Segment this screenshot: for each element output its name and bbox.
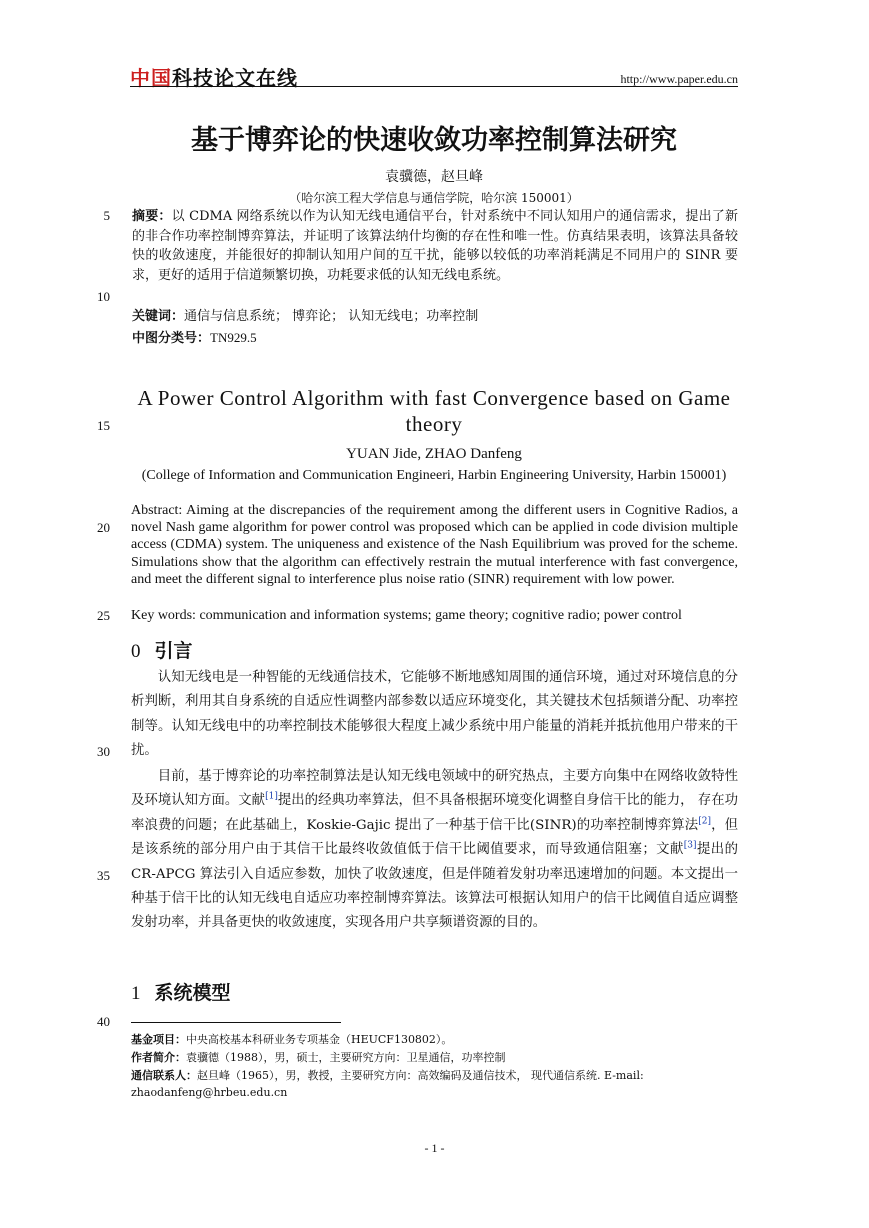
abstract-en	[131, 502, 738, 588]
line-number-40: 40	[97, 1014, 110, 1029]
citation-1[interactable]: [1]	[265, 791, 278, 802]
footnote-label: 基金项目：	[131, 1033, 186, 1046]
footnote-funding	[131, 1031, 738, 1048]
affiliation-cn: （哈尔滨工程大学信息与通信学院，哈尔滨 150001）	[289, 191, 579, 205]
footnote-label: 通信联系人：	[131, 1069, 197, 1082]
section-title: 系统模型	[154, 982, 231, 1004]
keywords-en-label: Key words:	[131, 608, 200, 623]
footnote-contact	[131, 1067, 738, 1101]
header-rule	[130, 86, 738, 87]
line-number-10: 10	[97, 289, 110, 304]
class-number-text: TN929.5	[210, 330, 257, 345]
section-number: 0	[131, 641, 141, 662]
citation-2[interactable]: [2]	[698, 816, 711, 827]
authors-en: YUAN Jide, ZHAO Danfeng	[346, 446, 522, 462]
page-number: - 1 -	[424, 1141, 445, 1155]
logo-black-text: 科技论文在线	[172, 66, 298, 90]
footnote-label: 作者简介：	[131, 1051, 186, 1064]
logo-red-text: 中国	[130, 66, 172, 90]
header-url[interactable]: http://www.paper.edu.cn	[620, 72, 738, 86]
footnote-rule	[131, 1022, 341, 1023]
abstract-cn-text: 以 CDMA 网络系统以作为认知无线电通信平台，针对系统中不同认知用户的通信需求，提出了新的非合作功率控制博弈算法，并证明了该算法纳什均衡的存在性和唯一性。仿真结果表明，该算法具备较快的收敛速度，并能很好的抑制认知用户间的互干扰，能够以较低的功率消耗满足不同用户的 SINR 要求，更好的适用于信道频繁切换，功耗要求低的认知无线电系统。	[132, 209, 738, 283]
paragraph-intro-2	[131, 765, 738, 936]
class-number-label: 中图分类号：	[132, 331, 211, 346]
paragraph-text: 目前，基于博弈论的功率控制算法是认知无线电领域中的研究热点，主要方向集中在网络收敛特性及环境认知方面。文献	[131, 769, 738, 809]
section-number: 1	[131, 983, 141, 1004]
paragraph-text: 提出的 CR-APCG 算法引入自适应参数，加快了收敛速度，但是伴随着发射功率迅速增加的问题。本文提出一种基于信干比的认知无线电自适应功率控制博弈算法。该算法可根据认知用户的信干比阈值自适应调整发射功率，并具备更快的收敛速度，实现各用户共享频谱资源的目的。	[131, 842, 739, 931]
paper-title-cn: 基于博弈论的快速收敛功率控制算法研究	[191, 125, 677, 156]
footnote-text: 赵旦峰（1965），男，教授，主要研究方向：高效编码及通信技术， 现代通信系统. E-mail: zhaodanfeng@hrbeu.edu.cn	[131, 1069, 644, 1099]
line-number-30: 30	[97, 744, 110, 759]
paper-title-en: A Power Control Algorithm with fast Convergence based on Game theory	[137, 386, 731, 436]
affiliation-en: (College of Information and Communication Engineeri, Harbin Engineering University, Harbin 150001)	[141, 468, 727, 483]
footnote-text: 袁骥德（1988），男，硕士，主要研究方向：卫星通信，功率控制	[186, 1051, 506, 1064]
keywords-cn-label: 关键词：	[132, 309, 185, 324]
line-number-5: 5	[103, 208, 110, 223]
line-number-35: 35	[97, 868, 110, 883]
footnote-author	[131, 1049, 738, 1066]
abstract-cn	[132, 207, 738, 285]
paragraph-intro-1: 认知无线电是一种智能的无线通信技术，它能够不断地感知周围的通信环境，通过对环境信息的分析判断，利用其自身系统的自适应性调整内部参数以适应环境变化，其关键技术包括频谱分配、功率控制等。认知无线电中的功率控制技术能够很大程度上减少系统中用户能量的消耗并抵抗他用户带来的干扰。	[131, 670, 738, 759]
authors-cn: 袁骥德，赵旦峰	[385, 169, 483, 185]
paragraph-text: 提出的经典功率算法，但不具备根据环境变化调整自身信干比的能力， 存在功率浪费的问题；在此基础上，Koskie-Gajic 提出了一种基于信干比(SINR)的功率控制博弈算法	[131, 793, 738, 833]
abstract-cn-label: 摘要：	[132, 209, 172, 224]
keywords-cn	[132, 307, 738, 327]
section-title: 引言	[154, 640, 193, 662]
keywords-en	[131, 607, 738, 624]
section-heading-intro	[131, 636, 193, 663]
abstract-en-label: Abstract:	[131, 503, 187, 518]
line-number-15: 15	[97, 418, 110, 433]
paragraph-text: ，但是该系统的部分用户由于其信干比最终收敛值低于信干比阈值要求，而导致通信阻塞；文献	[131, 817, 739, 858]
abstract-en-text: Aiming at the discrepancies of the requirement among the different users in Cognitive Radios, a novel Nash game algorithm for power control was proposed which can be applied in code division multiple access (CDMA) system. The uniqueness and existence of the Nash Equilibrium was proved for the scheme. Simulations show that the algorithm can effectively restrain the mutual interference with fast convergence, and meet the different signal to interference plus noise ratio (SINR) requirement with low power.	[131, 503, 739, 587]
line-number-25: 25	[97, 608, 110, 623]
footnote-text: 中央高校基本科研业务专项基金（HEUCF130802）。	[186, 1033, 453, 1046]
keywords-cn-text: 通信与信息系统； 博弈论； 认知无线电；功率控制	[184, 309, 479, 324]
keywords-en-text: communication and information systems; game theory; cognitive radio; power control	[199, 608, 682, 623]
citation-3[interactable]: [3]	[683, 840, 697, 851]
class-number-cn	[132, 328, 738, 349]
line-number-20: 20	[97, 520, 110, 535]
section-heading-system-model	[131, 978, 231, 1005]
